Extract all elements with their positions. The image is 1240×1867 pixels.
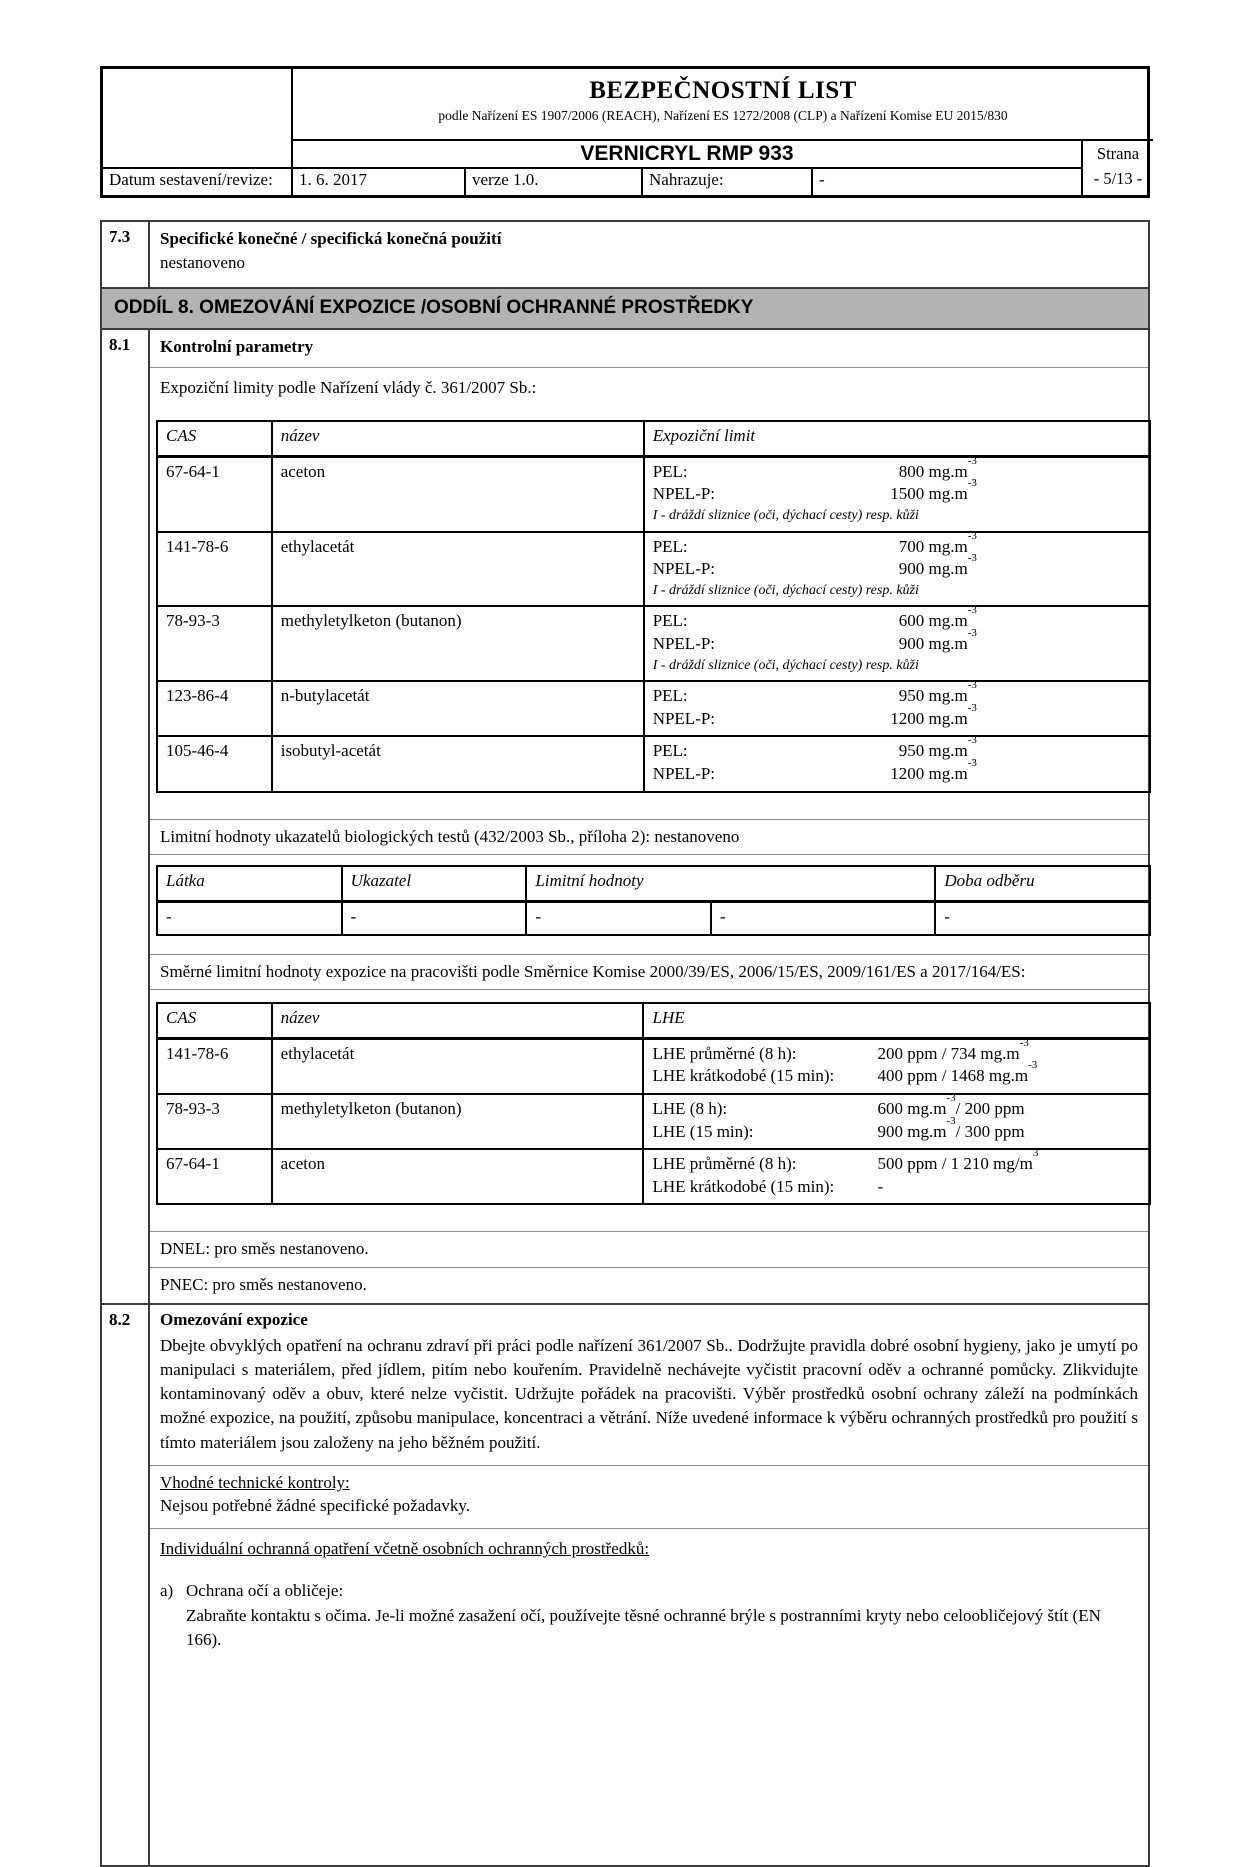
limit-exponent: -3 — [967, 679, 977, 692]
limit-exponent: -3 — [967, 626, 977, 639]
technical-controls-block — [150, 1466, 1148, 1530]
item-a-title: Ochrana očí a obličeje: — [186, 1581, 344, 1601]
limit-label: NPEL-P: — [652, 633, 716, 653]
exposure-limits-table — [156, 420, 1151, 792]
limit-value: 1200 mg.m — [890, 708, 968, 728]
limit-exponent: -3 — [967, 604, 977, 617]
lhe-label: LHE průměrné (8 h): — [652, 1154, 797, 1174]
limit-cell — [644, 681, 1150, 736]
limit-value: 800 mg.m — [898, 461, 968, 481]
limit-exponent: -3 — [967, 477, 977, 490]
name-cell: ethylacetát — [272, 1038, 644, 1094]
section-8-2-title: Omezování expozice — [160, 1310, 308, 1330]
lhe-label: LHE (15 min): — [652, 1121, 754, 1141]
individual-protection-heading: Individuální ochranná opatření včetně osobních ochranných prostředků: — [160, 1539, 650, 1559]
revision-date-value: 1. 6. 2017 — [293, 169, 466, 195]
dnel-note: DNEL: pro směs nestanoveno. — [150, 1232, 1148, 1268]
lhe-label: LHE (8 h): — [652, 1099, 728, 1119]
version-value: verze 1.0. — [466, 169, 643, 195]
lhe-cell — [643, 1038, 1150, 1094]
limit-value: 900 mg.m — [898, 633, 968, 653]
lhe-label: LHE krátkodobé (15 min): — [652, 1176, 835, 1196]
limit-label: PEL: — [652, 611, 688, 631]
lhe-value: 900 mg.m — [877, 1121, 947, 1141]
name-cell: ethylacetát — [272, 532, 644, 607]
col-cas: CAS — [157, 421, 272, 456]
eye-protection-item — [150, 1567, 1148, 1663]
lhe-table — [156, 1002, 1151, 1205]
limit-exponent: -3 — [967, 757, 977, 769]
lhe-value2: / 300 ppm — [955, 1121, 1025, 1141]
col-latka: Látka — [157, 866, 342, 901]
bio-cell: - — [157, 901, 342, 934]
lhe-exponent: 3 — [1032, 1147, 1039, 1160]
document-title: BEZPEČNOSTNÍ LIST — [589, 77, 857, 104]
table-row — [157, 681, 1150, 736]
limit-label: PEL: — [652, 536, 688, 556]
col-name: název — [272, 421, 644, 456]
limit-cell — [644, 456, 1150, 531]
irritation-note: I - dráždí sliznice (oči, dýchací cesty) resp. kůži — [652, 507, 919, 523]
individual-protection-heading-block — [150, 1529, 1148, 1567]
biological-limits-table — [156, 865, 1151, 935]
lhe-exponent: -3 — [1028, 1059, 1038, 1072]
lhe-exponent: -3 — [946, 1114, 956, 1127]
cas-cell: 123-86-4 — [157, 681, 272, 736]
section-8-band: ODDÍL 8. OMEZOVÁNÍ EXPOZICE /OSOBNÍ OCHRANNÉ PROSTŘEDKY — [102, 289, 1148, 330]
col-limitni-hodnoty: Limitní hodnoty — [526, 866, 935, 901]
col-name: název — [272, 1003, 644, 1038]
name-cell: methyletylketon (butanon) — [272, 1094, 644, 1149]
table-row — [157, 901, 1150, 934]
limit-cell — [644, 736, 1150, 791]
document-subtitle: podle Nařízení ES 1907/2006 (REACH), Nařízení ES 1272/2008 (CLP) a Nařízení Komise EU 2015/830 — [438, 108, 1008, 123]
irritation-note: I - dráždí sliznice (oči, dýchací cesty) resp. kůži — [652, 657, 919, 673]
limit-exponent: -3 — [967, 701, 977, 714]
limit-cell — [644, 606, 1150, 681]
limit-exponent: -3 — [967, 734, 977, 747]
limit-value: 1500 mg.m — [890, 484, 968, 504]
table-row — [157, 1038, 1150, 1094]
technical-controls-body: Nejsou potřebné žádné specifické požadavky. — [160, 1496, 470, 1516]
lhe-value2: / 200 ppm — [955, 1099, 1025, 1119]
lhe-cell — [643, 1149, 1150, 1204]
limit-exponent: -3 — [967, 529, 977, 542]
cas-cell: 105-46-4 — [157, 736, 272, 791]
header-title-cell — [293, 69, 1153, 141]
lhe-value: 500 ppm / 1 210 mg/m — [877, 1154, 1033, 1174]
product-name: VERNICRYL RMP 933 — [293, 141, 1083, 169]
technical-controls-heading: Vhodné technické kontroly: — [160, 1472, 350, 1492]
replaces-value: - — [813, 169, 1083, 195]
limit-label: NPEL-P: — [652, 708, 716, 728]
section-8-2-paragraph: Dbejte obvyklých opatření na ochranu zdraví při práci podle nařízení 361/2007 Sb.. Dodržujte pravidla dobré osobní hygieny, jako je umytí po manipulaci s materiálem, před jídlem, pitím nebo kouřením. Pravidelně nechávejte vyčistit pracovní oděv a ochranné pomůcky. Zlikvidujte kontaminovaný oděv a obuv, které nelze vyčistit. Udržujte pořádek na pracovišti. Výběr prostředků osobní ochrany záleží na podmínkách možné expozice, na použití, způsobu manipulace, koncentraci a větrání. Níže uvedené informace k výběru ochranných prostředků pro použití s tímto materiálem jsou založeny na jeho běžném použití. — [150, 1330, 1148, 1466]
col-cas: CAS — [157, 1003, 272, 1038]
limit-label: NPEL-P: — [652, 764, 716, 783]
biological-limits-note: Limitní hodnoty ukazatelů biologických testů (432/2003 Sb., příloha 2): nestanoveno — [150, 820, 1148, 856]
cas-cell: 78-93-3 — [157, 1094, 272, 1149]
section-7-3-body: nestanoveno — [160, 252, 245, 272]
col-doba-odberu: Doba odběru — [935, 866, 1150, 901]
lhe-value: 600 mg.m — [877, 1099, 947, 1119]
sds-document-body — [100, 220, 1150, 1867]
irritation-note: I - dráždí sliznice (oči, dýchací cesty) resp. kůži — [652, 582, 919, 598]
col-ukazatel: Ukazatel — [342, 866, 527, 901]
section-7-3-number: 7.3 — [102, 222, 150, 287]
name-cell: aceton — [272, 1149, 644, 1204]
bio-cell: - — [342, 901, 527, 934]
replaces-label: Nahrazuje: — [643, 169, 813, 195]
limit-cell — [644, 529, 1150, 607]
table-row — [157, 1149, 1150, 1204]
table-row — [157, 736, 1150, 791]
limit-value: 900 mg.m — [898, 559, 968, 579]
pnec-note: PNEC: pro směs nestanoveno. — [160, 1275, 367, 1295]
table-row — [157, 532, 1150, 607]
limit-value: 600 mg.m — [898, 611, 968, 631]
limit-label: PEL: — [652, 686, 688, 706]
page-number: - 5/13 - — [1093, 169, 1143, 188]
limit-label: NPEL-P: — [652, 559, 716, 579]
lhe-value: 200 ppm / 734 mg.m — [877, 1043, 1020, 1063]
lhe-label: LHE krátkodobé (15 min): — [652, 1066, 835, 1086]
header-logo-cell — [103, 69, 293, 169]
table-row — [157, 606, 1150, 681]
limit-label: PEL: — [652, 741, 688, 761]
section-7-3-title: Specifické konečné / specifická konečná použití — [160, 229, 502, 248]
bio-cell: - — [711, 901, 935, 934]
exposure-limits-intro: Expoziční limity podle Nařízení vlády č. 361/2007 Sb.: — [160, 378, 537, 398]
table-header-row — [157, 1003, 1150, 1038]
table-header-row — [157, 866, 1150, 901]
page-indicator — [1083, 141, 1153, 195]
cas-cell: 67-64-1 — [157, 1149, 272, 1204]
biological-table-area — [150, 855, 1148, 954]
cas-cell: 78-93-3 — [157, 606, 272, 681]
section-7-3-content — [150, 222, 1148, 287]
col-lhe: LHE — [643, 1003, 1150, 1038]
cas-cell: 141-78-6 — [157, 532, 272, 607]
limit-value: 1200 mg.m — [890, 764, 968, 783]
section-8-1 — [102, 330, 1148, 1305]
section-8-2-number: 8.2 — [102, 1305, 150, 1865]
table-header-row — [157, 421, 1150, 456]
limit-value: 950 mg.m — [898, 741, 968, 761]
col-limit: Expoziční limit — [644, 421, 1150, 456]
lhe-label: LHE průměrné (8 h): — [652, 1043, 797, 1063]
cas-cell: 67-64-1 — [157, 456, 272, 531]
section-8-2 — [102, 1305, 1148, 1865]
table-row — [157, 1094, 1150, 1149]
cas-cell: 141-78-6 — [157, 1038, 272, 1094]
bio-cell: - — [935, 901, 1150, 934]
lhe-exponent: -3 — [946, 1092, 956, 1105]
name-cell: aceton — [272, 456, 644, 531]
limit-value: 700 mg.m — [898, 536, 968, 556]
lhe-cell — [643, 1094, 1150, 1149]
lhe-value: - — [877, 1176, 884, 1196]
name-cell: isobutyl-acetát — [272, 736, 644, 791]
section-8-1-title: Kontrolní parametry — [150, 330, 1148, 369]
bio-cell: - — [526, 901, 711, 934]
item-a-label: a) — [160, 1581, 174, 1601]
name-cell: n-butylacetát — [272, 681, 644, 736]
lhe-intro: Směrné limitní hodnoty expozice na pracovišti podle Směrnice Komise 2000/39/ES, 2006/15/ES, 2009/161/ES a 2017/164/ES: — [150, 955, 1148, 991]
limit-label: PEL: — [652, 461, 688, 481]
document-header-table — [100, 66, 1150, 198]
section-7-3 — [102, 222, 1148, 289]
name-cell: methyletylketon (butanon) — [272, 606, 644, 681]
limit-exponent: -3 — [967, 454, 977, 467]
revision-date-label: Datum sestavení/revize: — [103, 169, 293, 195]
item-a-body: Zabraňte kontaktu s očima. Je-li možné zasažení očí, používejte těsné ochranné brýle s postranními kryty nebo celoobličejový štít (EN 166). — [186, 1605, 1101, 1650]
lhe-exponent: -3 — [1019, 1036, 1029, 1049]
lhe-table-area — [150, 990, 1148, 1232]
lhe-value: 400 ppm / 1468 mg.m — [877, 1066, 1029, 1086]
limit-value: 950 mg.m — [898, 686, 968, 706]
limit-label: NPEL-P: — [652, 484, 716, 504]
exposure-table-area — [150, 406, 1148, 819]
table-row — [157, 456, 1150, 531]
page-label: Strana — [1096, 144, 1140, 163]
section-8-1-number: 8.1 — [102, 330, 150, 1303]
limit-exponent: -3 — [967, 552, 977, 565]
